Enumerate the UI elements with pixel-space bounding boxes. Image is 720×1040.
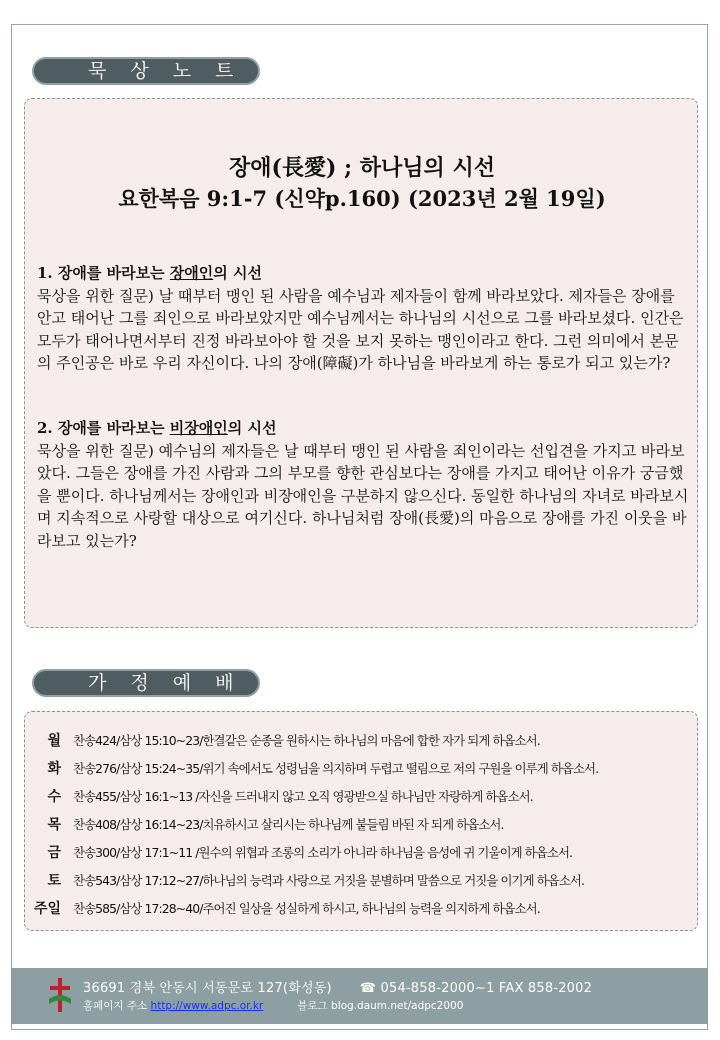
phone-fax: 054-858-2000~1 FAX 858-2002 xyxy=(380,981,593,996)
worship-day: 화 xyxy=(47,761,61,777)
church-footer xyxy=(11,968,708,1024)
worship-row-thu xyxy=(25,812,699,834)
worship-text: 찬송408/삼상 16:14~23/치유하시고 살리시는 하나님께 붙들림 바된 자 되게 하옵소서. xyxy=(73,817,504,832)
point-1-heading-pre: 장애를 바라보는 xyxy=(52,264,170,282)
web-line xyxy=(83,998,463,1013)
worship-row-wed xyxy=(25,784,699,806)
family-worship-box xyxy=(24,711,698,931)
worship-row-sun xyxy=(25,896,699,918)
worship-day: 목 xyxy=(47,817,61,833)
point-2-body: 묵상을 위한 질문) 예수님의 제자들은 날 때부터 맹인 된 사람을 죄인이라는 선입견을 가지고 바라보았다. 그들은 장애를 가진 사람과 그의 부모를 향한 관심보다는 장애를 가지고 태어난 이유가 궁금했을 뿐이다. 하나님께서는 장애인과 비장애인을 구분하지 않으신다. 동일한 하나님의 자녀로 바라보시며 지속적으로 사랑할 대상으로 여기신다. 하나님처럼 장애(長愛)의 마음으로 장애를 가진 이웃을 바라보고 있는가? xyxy=(37,441,689,550)
point-2-heading-post: 의 시선 xyxy=(227,419,277,437)
point-1-heading xyxy=(37,262,693,285)
homepage-link[interactable]: http://www.adpc.or.kr xyxy=(150,1000,264,1012)
point-2-heading-pre: 장애를 바라보는 xyxy=(52,419,170,437)
meditation-point-2 xyxy=(37,417,693,552)
worship-day: 토 xyxy=(47,873,61,889)
meditation-point-1 xyxy=(37,262,693,375)
point-2-heading-underlined: 비장애인 xyxy=(169,419,228,437)
blog-address[interactable]: blog.daum.net/adpc2000 xyxy=(331,1000,464,1012)
worship-text: 찬송276/삼상 15:24~35/위기 속에서도 성령님을 의지하며 두렵고 떨림으로 저의 구원을 이루게 하옵소서. xyxy=(73,761,599,776)
worship-row-sat xyxy=(25,868,699,890)
worship-text: 찬송300/삼상 17:1~11 /원수의 위협과 조롱의 소리가 아니라 하나님을 음성에 귀 기울이게 하옵소서. xyxy=(73,845,573,860)
homepage-label: 홈페이지 주소 xyxy=(83,1000,148,1012)
point-2-number: 2. xyxy=(37,419,53,437)
point-2-heading xyxy=(37,417,693,440)
contact-line xyxy=(83,977,592,996)
worship-day: 수 xyxy=(47,789,61,805)
worship-row-fri xyxy=(25,840,699,862)
worship-day: 금 xyxy=(47,845,61,861)
worship-section-label: 가 정 예 배 xyxy=(32,669,260,697)
point-1-heading-post: 의 시선 xyxy=(213,264,262,282)
worship-row-tue xyxy=(25,756,699,778)
worship-text: 찬송585/삼상 17:28~40/주어진 일상을 성실하게 하시고, 하나님의 능력을 의지하게 하옵소서. xyxy=(73,901,540,916)
scripture-reference: 요한복음 9:1-7 (신약p.160) (2023년 2월 19일) xyxy=(118,186,606,211)
church-cross-logo-icon xyxy=(47,977,73,1013)
worship-day: 주일 xyxy=(33,901,61,917)
blog-label: 블로그 xyxy=(297,1000,328,1012)
worship-text: 찬송455/삼상 16:1~13 /자신을 드러내지 않고 오직 영광받으실 하나님만 자랑하게 하옵소서. xyxy=(73,789,533,804)
worship-row-mon xyxy=(25,728,699,750)
point-1-heading-underlined: 장애인 xyxy=(169,264,214,282)
church-address: 36691 경북 안동시 서동문로 127(화성동) xyxy=(83,981,332,996)
meditation-section-label: 묵 상 노 트 xyxy=(32,57,260,85)
worship-day: 월 xyxy=(47,733,61,749)
sermon-title: 장애(長愛) ; 하나님의 시선 xyxy=(229,155,495,181)
worship-text: 찬송543/삼상 17:12~27/하나님의 능력과 사랑으로 거짓을 분별하며 말씀으로 거짓을 이기게 하옵소서. xyxy=(73,873,585,888)
point-1-number: 1. xyxy=(37,264,53,282)
phone-icon: ☎ xyxy=(359,981,377,996)
meditation-box xyxy=(24,98,698,628)
point-1-body: 묵상을 위한 질문) 날 때부터 맹인 된 사람을 예수님과 제자들이 함께 바라보았다. 제자들은 장애를 안고 태어난 그를 죄인으로 바라보았지만 예수님께서는 하나님의 시선으로 그를 바라보셨다. 인간은 모두가 태어나면서부터 진정 바라보아야 할 것을 보지 못하는 맹인이라고 한다. 그런 의미에서 본문의 주인공은 바로 우리 자신이다. 나의 장애(障礙)가 하나님을 바라보게 하는 통로가 되고 있는가? xyxy=(37,286,684,372)
worship-text: 찬송424/삼상 15:10~23/한결같은 순종을 원하시는 하나님의 마음에 합한 자가 되게 하옵소서. xyxy=(73,733,540,748)
